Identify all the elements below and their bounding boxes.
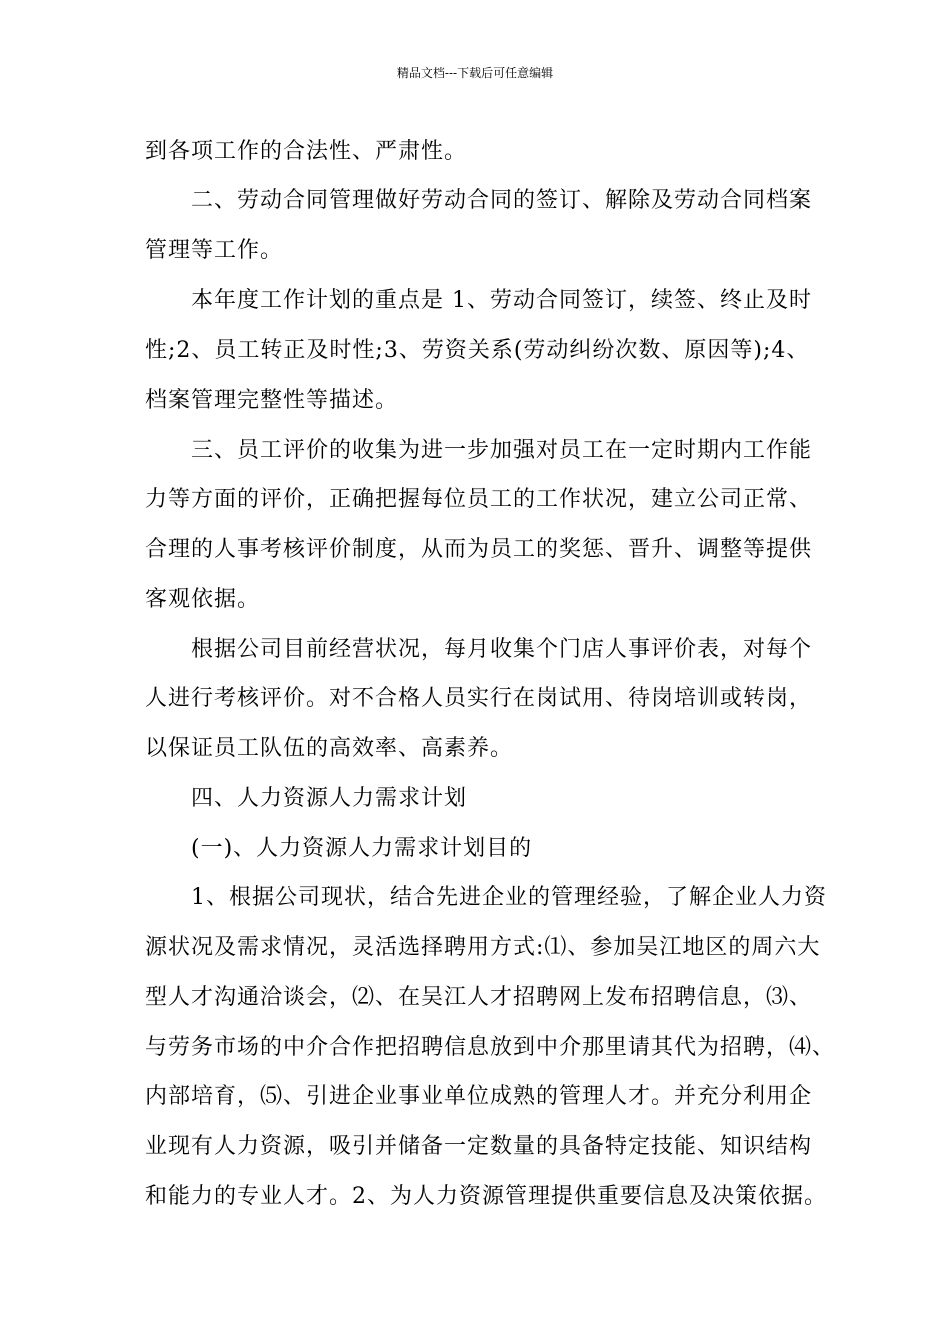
text-line: 四、人力资源人力需求计划 bbox=[145, 786, 468, 811]
text-line: 本年度工作计划的重点是 1、劳动合同签订，续签、终止及时 bbox=[145, 288, 812, 313]
text-line: 1、根据公司现状，结合先进企业的管理经验，了解企业人力资 bbox=[145, 885, 827, 910]
text-line: 人进行考核评价。对不合格人员实行在岗试用、待岗培训或转岗， bbox=[145, 686, 813, 711]
text-line: 合理的人事考核评价制度，从而为员工的奖惩、晋升、调整等提供 bbox=[145, 537, 813, 562]
text-line: 业现有人力资源，吸引并储备一定数量的具备特定技能、知识结构 bbox=[145, 1134, 813, 1159]
text-line: (一)、人力资源人力需求计划目的 bbox=[145, 836, 533, 861]
text-line: 与劳务市场的中介合作把招聘信息放到中介那里请其代为招聘，⑷、 bbox=[145, 1035, 836, 1060]
text-line: 根据公司目前经营状况，每月收集个门店人事评价表，对每个 bbox=[145, 637, 813, 662]
page-header-watermark: 精品文档---下载后可任意编辑 bbox=[396, 66, 554, 80]
text-line: 和能力的专业人才。2、为人力资源管理提供重要信息及决策依据。 bbox=[145, 1184, 827, 1209]
text-line: 力等方面的评价，正确把握每位员工的工作状况，建立公司正常、 bbox=[145, 487, 813, 512]
text-line: 到各项工作的合法性、严肃性。 bbox=[145, 139, 468, 164]
text-line: 型人才沟通洽谈会，⑵、在吴江人才招聘网上发布招聘信息，⑶、 bbox=[145, 985, 813, 1010]
text-line: 源状况及需求情况，灵活选择聘用方式:⑴、参加吴江地区的周六大 bbox=[145, 935, 821, 960]
text-line: 三、员工评价的收集为进一步加强对员工在一定时期内工作能 bbox=[145, 438, 813, 463]
text-line: 性;2、员工转正及时性;3、劳资关系(劳动纠纷次数、原因等);4、 bbox=[145, 338, 810, 363]
text-line: 客观依据。 bbox=[145, 587, 261, 612]
text-line: 管理等工作。 bbox=[145, 238, 284, 263]
text-line: 二、劳动合同管理做好劳动合同的签订、解除及劳动合同档案 bbox=[145, 188, 813, 213]
text-line: 档案管理完整性等描述。 bbox=[145, 388, 399, 413]
text-line: 以保证员工队伍的高效率、高素养。 bbox=[145, 736, 514, 761]
text-line: 内部培育，⑸、引进企业事业单位成熟的管理人才。并充分利用企 bbox=[145, 1084, 813, 1109]
